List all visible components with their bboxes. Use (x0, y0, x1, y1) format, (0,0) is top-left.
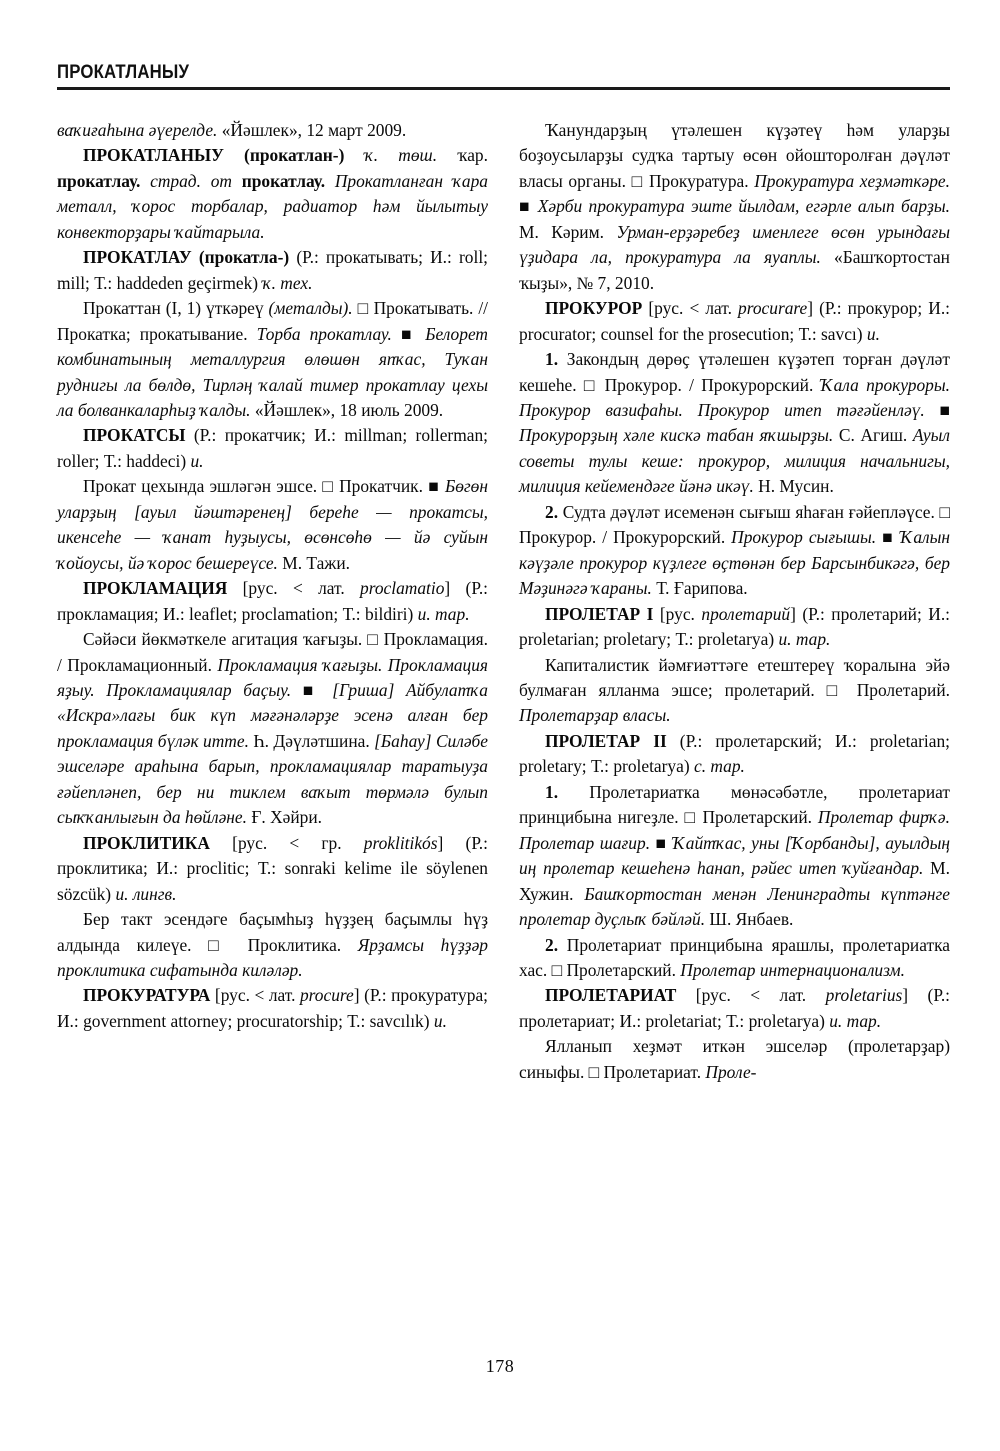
text-run-roman: ҡар. (437, 145, 488, 166)
text-run-italic: proclamatio (360, 578, 445, 599)
text-run-roman: ■ (924, 399, 950, 420)
text-run-roman: М. Кәрим. (519, 221, 617, 242)
page-folio: 178 (485, 1356, 515, 1376)
text-run-italic: Прокурор сығышы. (731, 527, 877, 548)
text-run-roman: Прокат цехында эшләгән эшсе. □ Прокатчик. ■ (83, 476, 445, 497)
text-run-roman: ] (Р.: пролетариат; И.: proletariat; Т.: proletarya) (519, 985, 951, 1031)
text-run-italic: Прокатланған ҡара металл, ҡорос торбалар, радиатор һәм йылытыу конвекторҙары ҡайтарыла. (57, 170, 488, 242)
running-head-text: ПРОКАТЛАНЫУ (57, 61, 190, 83)
entry-sense (519, 933, 950, 984)
text-run-roman: [рус. < лат. (210, 985, 300, 1006)
column-right (519, 118, 950, 1323)
text-columns (57, 118, 950, 1323)
text-run-roman: М. Тажи. (277, 552, 350, 573)
text-run-roman: ■ (291, 679, 333, 700)
text-run-roman: ] (Р.: пролетарий; И.: proletarian; proletary; Т.: proletarya) (519, 603, 951, 650)
dictionary-entry (57, 423, 488, 474)
text-run-italic: страд. от (140, 170, 242, 191)
text-run-bold: ПРОКУРОР (545, 298, 643, 319)
text-run-roman: Бер такт эсендәге баҫымһыҙ һүҙҙең баҫымлы һүҙ алдында килеүе. □ Проклитика. (57, 909, 488, 955)
entry-sense (57, 296, 488, 423)
text-run-italic: proklitikós (363, 832, 438, 853)
text-run-roman: Н. Мусин. (753, 476, 834, 497)
text-run-roman: «Йәшлек», 18 июль 2009. (250, 399, 444, 420)
entry-sense (57, 627, 488, 831)
text-run-italic: и. (433, 1010, 447, 1031)
text-run-bold: ПРОКАТЛАУ (прокатла-) (83, 247, 290, 268)
text-run-roman: Прокаттан (I, 1) үткәреү (83, 298, 269, 319)
text-run-roman: ■ (519, 196, 538, 217)
text-run-italic: Ҡалын кәүҙәле прокурор күҙлеге өҫтөнән бер Барсынбикәгә, бер Мәҙинәгә ҡараны. (519, 527, 951, 599)
entry-sense (57, 907, 488, 983)
text-run-roman: «Йәшлек», 12 март 2009. (217, 120, 407, 140)
text-run-italic: пролетарий (701, 603, 791, 624)
text-run-roman: ] (Р.: проклитика; И.: proclitic; Т.: sonraki kelime ile söylenen sözcük) (57, 832, 488, 904)
text-run-italic: и. тар. (778, 629, 831, 650)
entry-sense (519, 653, 950, 729)
text-run-bold: 2. (545, 501, 559, 522)
text-run-roman: М. Хужин. (519, 858, 950, 904)
text-run-roman: Ҡанундарҙың үтәлешен күҙәтеү һәм уларҙы боҙоусыларҙы судҡа тартыу өсөн ойошторолған дәүләт власы органы. □ Прокуратура. (519, 120, 950, 191)
text-run-bold: ПРОКЛИТИКА (83, 832, 210, 853)
text-run-italic: Ярҙамсы һүҙҙәр проклитика сифатында киләләр. (57, 934, 488, 980)
text-run-roman: [рус. (653, 603, 702, 624)
entry-sense (519, 1034, 950, 1085)
column-left (57, 118, 488, 1323)
text-run-bold: ПРОЛЕТАР II (545, 730, 667, 751)
text-run-roman: Капиталистик йәмғиәттәге етештереү ҡоралына эйә булмаған ялланма эшсе; пролетарий. □ Пролетарий. (519, 654, 950, 700)
header-rule (57, 87, 950, 90)
text-run-roman: Ғ. Хәйри. (246, 807, 323, 828)
text-run-roman: ] (Р.: прокуратура; И.: government attorney; procuratorship; Т.: savcılık) (57, 985, 488, 1031)
text-run-roman: [рус. < гр. (209, 832, 364, 853)
text-run-bold: ПРОКАТСЫ (83, 425, 186, 446)
text-run-italic: Прокурорҙың хәле кискә табан яҡшырҙы. (519, 425, 834, 446)
text-run-roman: Судта дәүләт исеменән сығыш яһаған ғәйепләүсе. □ Прокурор. / Прокурорский. (519, 501, 950, 548)
text-run-roman: Пролетариат принцибына ярашлы, пролетариатка хас. □ Пролетарский. (519, 934, 950, 980)
text-run-bold: прокатлау. (57, 170, 141, 191)
text-run-italic: Бөгөн уларҙың [ауыл йәштәренең] береһе — прокатсы, икенсеһе — ҡанат һуҙыусы, өсөнсөһө — йә суйын ҡойоусы, йә ҡорос бешереүсе. (57, 476, 488, 573)
text-run-roman: Пролетариатка мөнәсәбәтле, пролетариат принцибына нигеҙле. □ Пролетарский. (519, 781, 950, 828)
entry-sense (57, 474, 488, 576)
text-run-italic: Ҡайтҡас, уны [Ҡорбанды], ауылдың иң пролетар кешеһенә һанап, рәйес итеп ҡуйғандар. (519, 832, 950, 879)
text-run-bold: ПРОКУРАТУРА (83, 985, 211, 1006)
text-run-italic: Проле- (705, 1061, 757, 1082)
text-run-italic: Торба прокатлау. (256, 323, 392, 344)
text-run-italic: procurare (738, 298, 808, 319)
entry-continuation (57, 118, 488, 143)
dictionary-entry (519, 729, 950, 780)
text-run-italic: Ҡала прокуроры. Прокурор вазифаһы. Прокурор итеп тәғәйенләү. (519, 374, 950, 420)
dictionary-entry (57, 143, 488, 245)
text-run-roman: (Р.: прокатчик; И.: millman; rollerman; roller; Т.: haddeci) (57, 425, 488, 471)
text-run-roman: [рус. < лат. (676, 985, 826, 1006)
text-run-italic: procure (299, 985, 354, 1006)
text-run-italic: Башҡортостан менән Ленинградты күптәнге пролетар дуҫлыҡ бәйләй. (519, 883, 950, 930)
text-run-roman: [рус. < лат. (642, 298, 739, 319)
text-run-roman: ] (Р.: прокламация; И.: leaflet; proclamation; Т.: bildiri) (57, 578, 488, 624)
text-run-italic: и. (866, 323, 880, 344)
text-run-italic: ҡ. тех. (262, 272, 313, 293)
text-run-roman: С. Агиш. (833, 425, 913, 446)
text-run-italic: Прокуратура хеҙмәткәре. (754, 170, 950, 191)
text-run-italic: Урман-ерҙәребеҙ именлеге өсөн урындағы үҙидара ла, прокуратура ла яуаплы. (519, 221, 951, 268)
text-run-bold: (прокатлан-) (244, 145, 345, 166)
entry-sense (519, 118, 950, 296)
entry-sense (519, 347, 950, 500)
dictionary-entry (57, 576, 488, 627)
text-run-bold: ПРОКЛАМАЦИЯ (83, 578, 228, 599)
text-run-bold: 2. (545, 934, 559, 955)
running-head (57, 62, 950, 90)
text-run-bold: прокатлау. (241, 170, 326, 191)
text-run-roman (344, 145, 364, 165)
text-run-bold: 1. (545, 781, 559, 802)
dictionary-entry (519, 602, 950, 653)
text-run-italic: Пролетар интернационализм. (680, 959, 905, 980)
text-run-italic: [Баһау] Силәбе эшселәре араһына барып, прокламациялар таратыуҙа ғәйепләнеп, бер ни тиклем ваҡыт төрмәлә булып сыҡҡанлығын да һөйләне. (57, 730, 488, 828)
text-run-roman: (Р.: прокатывать; И.: roll; mill; Т.: haddeden geçirmek) (57, 247, 488, 293)
text-run-italic: и. (190, 450, 204, 471)
dictionary-entry (57, 983, 488, 1034)
text-run-roman: «Башҡортостан ҡыҙы», № 7, 2010. (519, 247, 950, 293)
text-run-italic: Прокламация ҡағыҙы. Прокламация яҙыу. Прокламациялар баҫыу. (57, 654, 488, 700)
dictionary-entry (519, 296, 950, 347)
text-run-roman: Закондың дөрөҫ үтәлешен күҙәтеп торған дәүләт кешеһе. □ Прокурор. / Прокурорский. (519, 349, 950, 395)
text-run-roman: ] (Р.: прокурор; И.: procurator; counsel for the prosecution; Т.: savcı) (519, 298, 950, 344)
text-run-italic: Пролетарҙар власы. (519, 705, 671, 726)
text-run-italic: с. тар. (693, 756, 745, 777)
text-run-roman: (Р.: пролетарский; И.: proletarian; proletary; Т.: proletarya) (519, 730, 950, 777)
text-run-roman: Һ. Дәүләтшина. (248, 730, 375, 751)
text-run-bold: ПРОЛЕТАР I (545, 603, 654, 624)
text-run-roman: ■ (650, 832, 673, 853)
text-run-roman: ■ (876, 527, 901, 548)
text-run-bold: 1. (545, 349, 559, 370)
text-run-roman: [рус. < лат. (227, 578, 361, 599)
text-run-roman: ■ (391, 323, 426, 344)
entry-sense (519, 780, 950, 933)
text-run-italic: proletarius (825, 985, 903, 1006)
dictionary-entry (57, 831, 488, 907)
text-run-roman: Т. Ғарипова. (651, 578, 748, 599)
text-run-roman: Сәйәси йөкмәткеле агитация ҡағыҙы. □ Прокламация. / Прокламационный. (57, 629, 488, 675)
text-run-italic: Ауыл советы тулы кеше: прокурор, милиция начальнигы, милиция кейемендәге йәнә икәү. (519, 425, 950, 497)
text-run-italic: ҡ. төш. (364, 145, 438, 166)
text-run-italic: [Гриша] Айбулатҡа «Искра»лағы бик күп мәғәнәләрҙе эсенә алған бер прокламация бүләк итте. (57, 679, 488, 751)
text-run-italic: Белорет комбинатының металлургия өлөшөн япҡас, Туҡан руднигы ла бөлдө, Тирләң ҡалай тимер прокатлау цехы ла болванкаларһыҙ ҡалды. (57, 323, 488, 420)
text-run-italic: (металды). (268, 298, 353, 319)
text-run-italic: Хәрби прокуратура эште йылдам, егәрле алып барҙы. (537, 196, 951, 217)
text-run-italic: ваҡиғаһына әүерелде. (57, 120, 218, 140)
dictionary-entry (519, 983, 950, 1034)
text-run-bold: ПРОКАТЛАНЫУ (83, 145, 224, 166)
entry-sense (519, 500, 950, 602)
text-run-bold: ПРОЛЕТАРИАТ (545, 985, 677, 1006)
text-run-italic: и. тар. (829, 1010, 882, 1031)
text-run-italic: Пролетар фирҡә. Пролетар шағир. (519, 807, 950, 853)
text-run-roman: Ялланып хеҙмәт иткән эшселәр (пролетарҙар) синыфы. □ Пролетариат. (519, 1036, 950, 1082)
dictionary-entry (57, 245, 488, 296)
text-run-roman (224, 145, 244, 165)
text-run-roman: □ Прокатывать. // Прокатка; прокатывание. (57, 298, 488, 344)
text-run-italic: и. тар. (417, 603, 470, 624)
text-run-roman: Ш. Янбаев. (705, 909, 794, 930)
text-run-italic: и. лингв. (115, 883, 177, 904)
